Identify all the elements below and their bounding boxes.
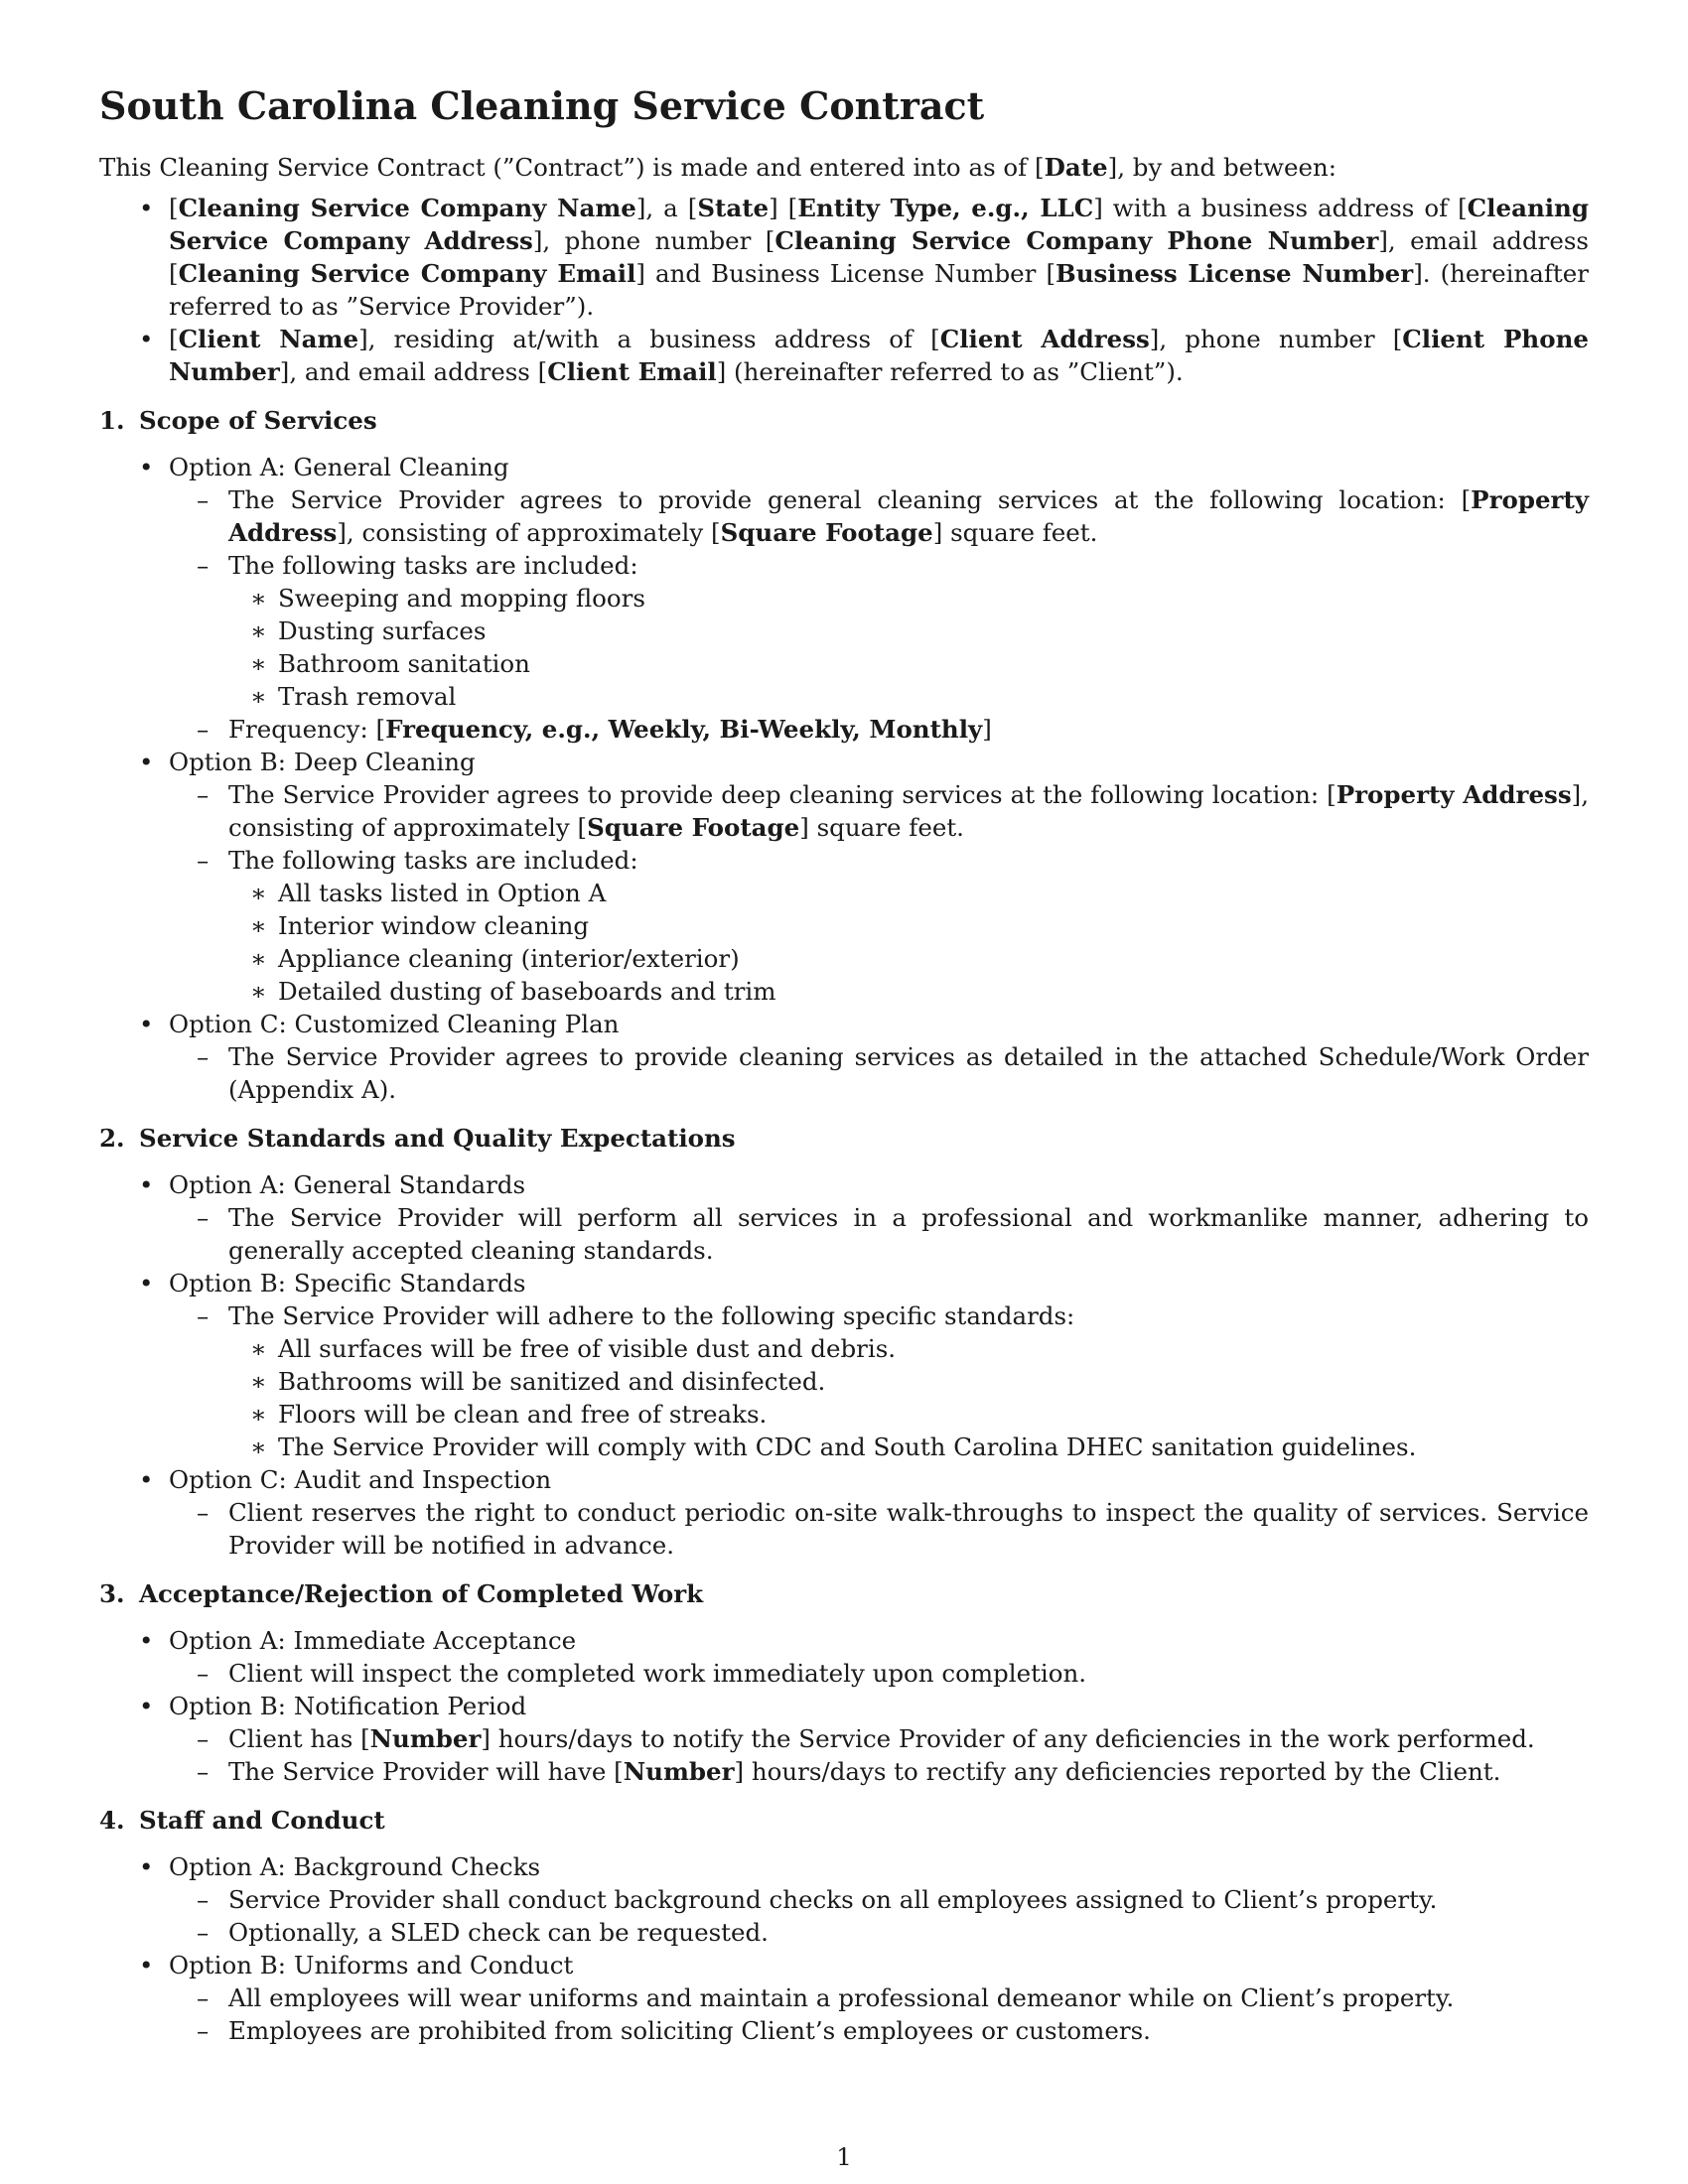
section-heading-staff: 4. Staff and Conduct xyxy=(99,1806,385,1835)
sub-item: – Service Provider shall conduct background checks on all employees assigned to Client’s property. xyxy=(169,1883,1589,1916)
task-item: ∗ Trash removal xyxy=(228,680,1589,713)
task-item: ∗ Dusting surfaces xyxy=(228,614,1589,647)
sub-item: – Optionally, a SLED check can be requested. xyxy=(169,1916,1589,1949)
section-heading-acceptance: 3. Acceptance/Rejection of Completed Work xyxy=(99,1579,704,1608)
option-item: • Option A: Immediate Acceptance – Client will inspect the completed work immediately upon completion. xyxy=(99,1624,1589,1690)
party-client: • [Client Name], residing at/with a business address of [Client Address], phone number [Client Phone Number], and email address [Client Email] (hereinafter referred to as ”Client”). xyxy=(99,323,1589,388)
standard-item: ∗ All surfaces will be free of visible dust and debris. xyxy=(228,1332,1589,1365)
option-item: • Option B: Notification Period – Client has [Number] hours/days to notify the Service Provider of any deficiencies in the work performed. – The Service Provider will have [Number] hours/days to rectify any deficiencies reported by the Client. xyxy=(99,1690,1589,1788)
section-scope-list xyxy=(99,451,1589,1106)
standard-item: ∗ The Service Provider will comply with CDC and South Carolina DHEC sanitation guidelines. xyxy=(228,1431,1589,1463)
task-item: ∗ Appliance cleaning (interior/exterior) xyxy=(228,942,1589,975)
sub-item: – The following tasks are included: ∗ All tasks listed in Option A ∗ Interior window cleaning ∗ Appliance cleaning (interior/exterior) ∗ Detailed dusting of baseboards and trim xyxy=(169,844,1589,1008)
sub-item: – Client will inspect the completed work immediately upon completion. xyxy=(169,1657,1589,1690)
page-title: South Carolina Cleaning Service Contract xyxy=(99,83,985,128)
document-page xyxy=(99,83,1589,2047)
sub-item: – Client reserves the right to conduct periodic on-site walk-throughs to inspect the quality of services. Service Provider will be notified in advance. xyxy=(169,1496,1589,1562)
task-item: ∗ Sweeping and mopping floors xyxy=(228,582,1589,614)
option-item: • Option A: General Cleaning – The Service Provider agrees to provide general cleaning services at the following location: [Property Address], consisting of approximately [Square Footage] square feet. – The following tasks are included: ∗ Sweeping and mopping floors ∗ Dusting surfaces ∗ Bathroom sanitation ∗ Trash removal – Frequency: [Frequency, e.g., Weekly, Bi-Weekly, Monthly] xyxy=(99,451,1589,746)
sub-item: – The Service Provider will have [Number] hours/days to rectify any deficiencies reported by the Client. xyxy=(169,1755,1589,1788)
sub-item: – Employees are prohibited from soliciting Client’s employees or customers. xyxy=(169,2014,1589,2047)
section-heading-scope: 1. Scope of Services xyxy=(99,406,377,435)
parties-list xyxy=(99,192,1589,388)
section-acceptance-list xyxy=(99,1624,1589,1788)
option-item: • Option B: Uniforms and Conduct – All employees will wear uniforms and maintain a professional demeanor while on Client’s property. – Employees are prohibited from soliciting Client’s employees or customers. xyxy=(99,1949,1589,2047)
sub-item: – The Service Provider agrees to provide general cleaning services at the following location: [Property Address], consisting of approximately [Square Footage] square feet. xyxy=(169,483,1589,549)
party-service-provider: • [Cleaning Service Company Name], a [State] [Entity Type, e.g., LLC] with a business address of [Cleaning Service Company Address], phone number [Cleaning Service Company Phone Number], email address [Cleaning Service Company Email] and Business License Number [Business License Number]. (hereinafter referred to as ”Service Provider”). xyxy=(99,192,1589,323)
option-item: • Option A: Background Checks – Service Provider shall conduct background checks on all employees assigned to Client’s property. – Optionally, a SLED check can be requested. xyxy=(99,1850,1589,1949)
section-standards-list xyxy=(99,1168,1589,1562)
intro-paragraph: This Cleaning Service Contract (”Contract”) is made and entered into as of [Date], by and between: xyxy=(99,153,1336,182)
sub-item: – The following tasks are included: ∗ Sweeping and mopping floors ∗ Dusting surfaces ∗ Bathroom sanitation ∗ Trash removal xyxy=(169,549,1589,713)
date-placeholder: Date xyxy=(1044,153,1108,182)
option-item: • Option B: Deep Cleaning – The Service Provider agrees to provide deep cleaning services at the following location: [Property Address], consisting of approximately [Square Footage] square feet. – The following tasks are included: ∗ All tasks listed in Option A ∗ Interior window cleaning ∗ Appliance cleaning (interior/exterior) ∗ Detailed dusting of baseboards and trim xyxy=(99,746,1589,1008)
sub-item: – The Service Provider will adhere to the following specific standards: ∗ All surfaces will be free of visible dust and debris. ∗ Bathrooms will be sanitized and disinfected. ∗ Floors will be clean and free of streaks. ∗ The Service Provider will comply with CDC and South Carolina DHEC sanitation guidelines. xyxy=(169,1299,1589,1463)
sub-item: – Client has [Number] hours/days to notify the Service Provider of any deficiencies in the work performed. xyxy=(169,1722,1589,1755)
section-staff-list xyxy=(99,1850,1589,2047)
option-item: • Option C: Audit and Inspection – Client reserves the right to conduct periodic on-site walk-throughs to inspect the quality of services. Service Provider will be notified in advance. xyxy=(99,1463,1589,1562)
option-item: • Option C: Customized Cleaning Plan – The Service Provider agrees to provide cleaning services as detailed in the attached Schedule/Work Order (Appendix A). xyxy=(99,1008,1589,1106)
standard-item: ∗ Bathrooms will be sanitized and disinfected. xyxy=(228,1365,1589,1398)
sub-item: – All employees will wear uniforms and maintain a professional demeanor while on Client’s property. xyxy=(169,1981,1589,2014)
task-item: ∗ Detailed dusting of baseboards and trim xyxy=(228,975,1589,1008)
option-item: • Option B: Specific Standards – The Service Provider will adhere to the following specific standards: ∗ All surfaces will be free of visible dust and debris. ∗ Bathrooms will be sanitized and disinfected. ∗ Floors will be clean and free of streaks. ∗ The Service Provider will comply with CDC and South Carolina DHEC sanitation guidelines. xyxy=(99,1267,1589,1463)
task-item: ∗ All tasks listed in Option A xyxy=(228,877,1589,909)
task-item: ∗ Bathroom sanitation xyxy=(228,647,1589,680)
section-heading-standards: 2. Service Standards and Quality Expectations xyxy=(99,1124,736,1153)
task-item: ∗ Interior window cleaning xyxy=(228,909,1589,942)
sub-item: – The Service Provider agrees to provide deep cleaning services at the following location: [Property Address], consisting of approximately [Square Footage] square feet. xyxy=(169,778,1589,844)
option-item: • Option A: General Standards – The Service Provider will perform all services in a professional and workmanlike manner, adhering to generally accepted cleaning standards. xyxy=(99,1168,1589,1267)
sub-item: – The Service Provider agrees to provide cleaning services as detailed in the attached Schedule/Work Order (Appendix A). xyxy=(169,1040,1589,1106)
page-number: 1 xyxy=(836,2142,852,2171)
sub-item: – The Service Provider will perform all services in a professional and workmanlike manner, adhering to generally accepted cleaning standards. xyxy=(169,1201,1589,1267)
sub-item: – Frequency: [Frequency, e.g., Weekly, Bi-Weekly, Monthly] xyxy=(169,713,1589,746)
standard-item: ∗ Floors will be clean and free of streaks. xyxy=(228,1398,1589,1431)
